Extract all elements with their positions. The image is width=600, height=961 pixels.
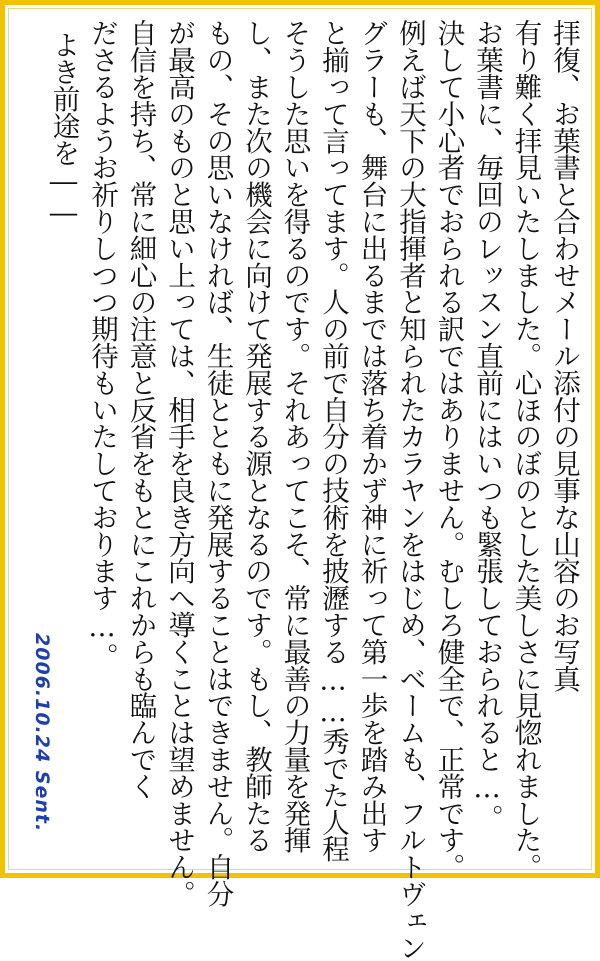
letter-line-7: と揃って言ってます。人の前で自分の技術を披瀝する……秀でた人程 (317, 19, 349, 862)
letter-line-12: 自信を持ち、常に細心の注意と反省をもとにこれからも臨んでく (124, 19, 157, 800)
handwritten-letter-body (23, 19, 583, 961)
sent-date: 2006.10.24 Sent. (31, 633, 53, 833)
letter-line-6: グラーも、舞台に出るまでは落ち着かず神に祈って第一歩を踏み出す (355, 19, 388, 853)
letter-line-3: お葉書に、毎回のレッスン直前にはいつも緊張しておられると…。 (471, 19, 503, 831)
letter-closing-line: よき前途を―― (47, 31, 80, 229)
letter-line-5: 例えば天下の大指揮者と知られたカラヤンをはじめ、ベームも、フルトヴェン (394, 19, 426, 961)
letter-line-11: が最高のものと思い上っては、相手を良き方向へ導くことは望めません。 (163, 19, 195, 907)
letter-line-4: 決して小心者でおられる訳ではありません。むしろ健全で、正常です。 (432, 19, 465, 880)
letter-line-8: そうした思いを得るのです。それあってこそ、常に最善の力量を発揮 (278, 19, 311, 853)
letter-line-9: し、また次の機会に向けて発展する源となるのです。もし、教師たる (240, 19, 272, 853)
letter-line-10: もの、その思いなければ、生徒とともに発展することはできません。自分 (201, 19, 234, 907)
letter-line-13: ださるようお祈りしつつ期待もいたしております…。 (86, 19, 118, 670)
letter-line-2: 有り難く拝見いたしました。心ほのぼのとした美しさに見惚れました。 (509, 19, 542, 880)
letter-line-1: 拝復、お葉書と合わせメール添付の見事な山容のお写真 (548, 19, 580, 692)
